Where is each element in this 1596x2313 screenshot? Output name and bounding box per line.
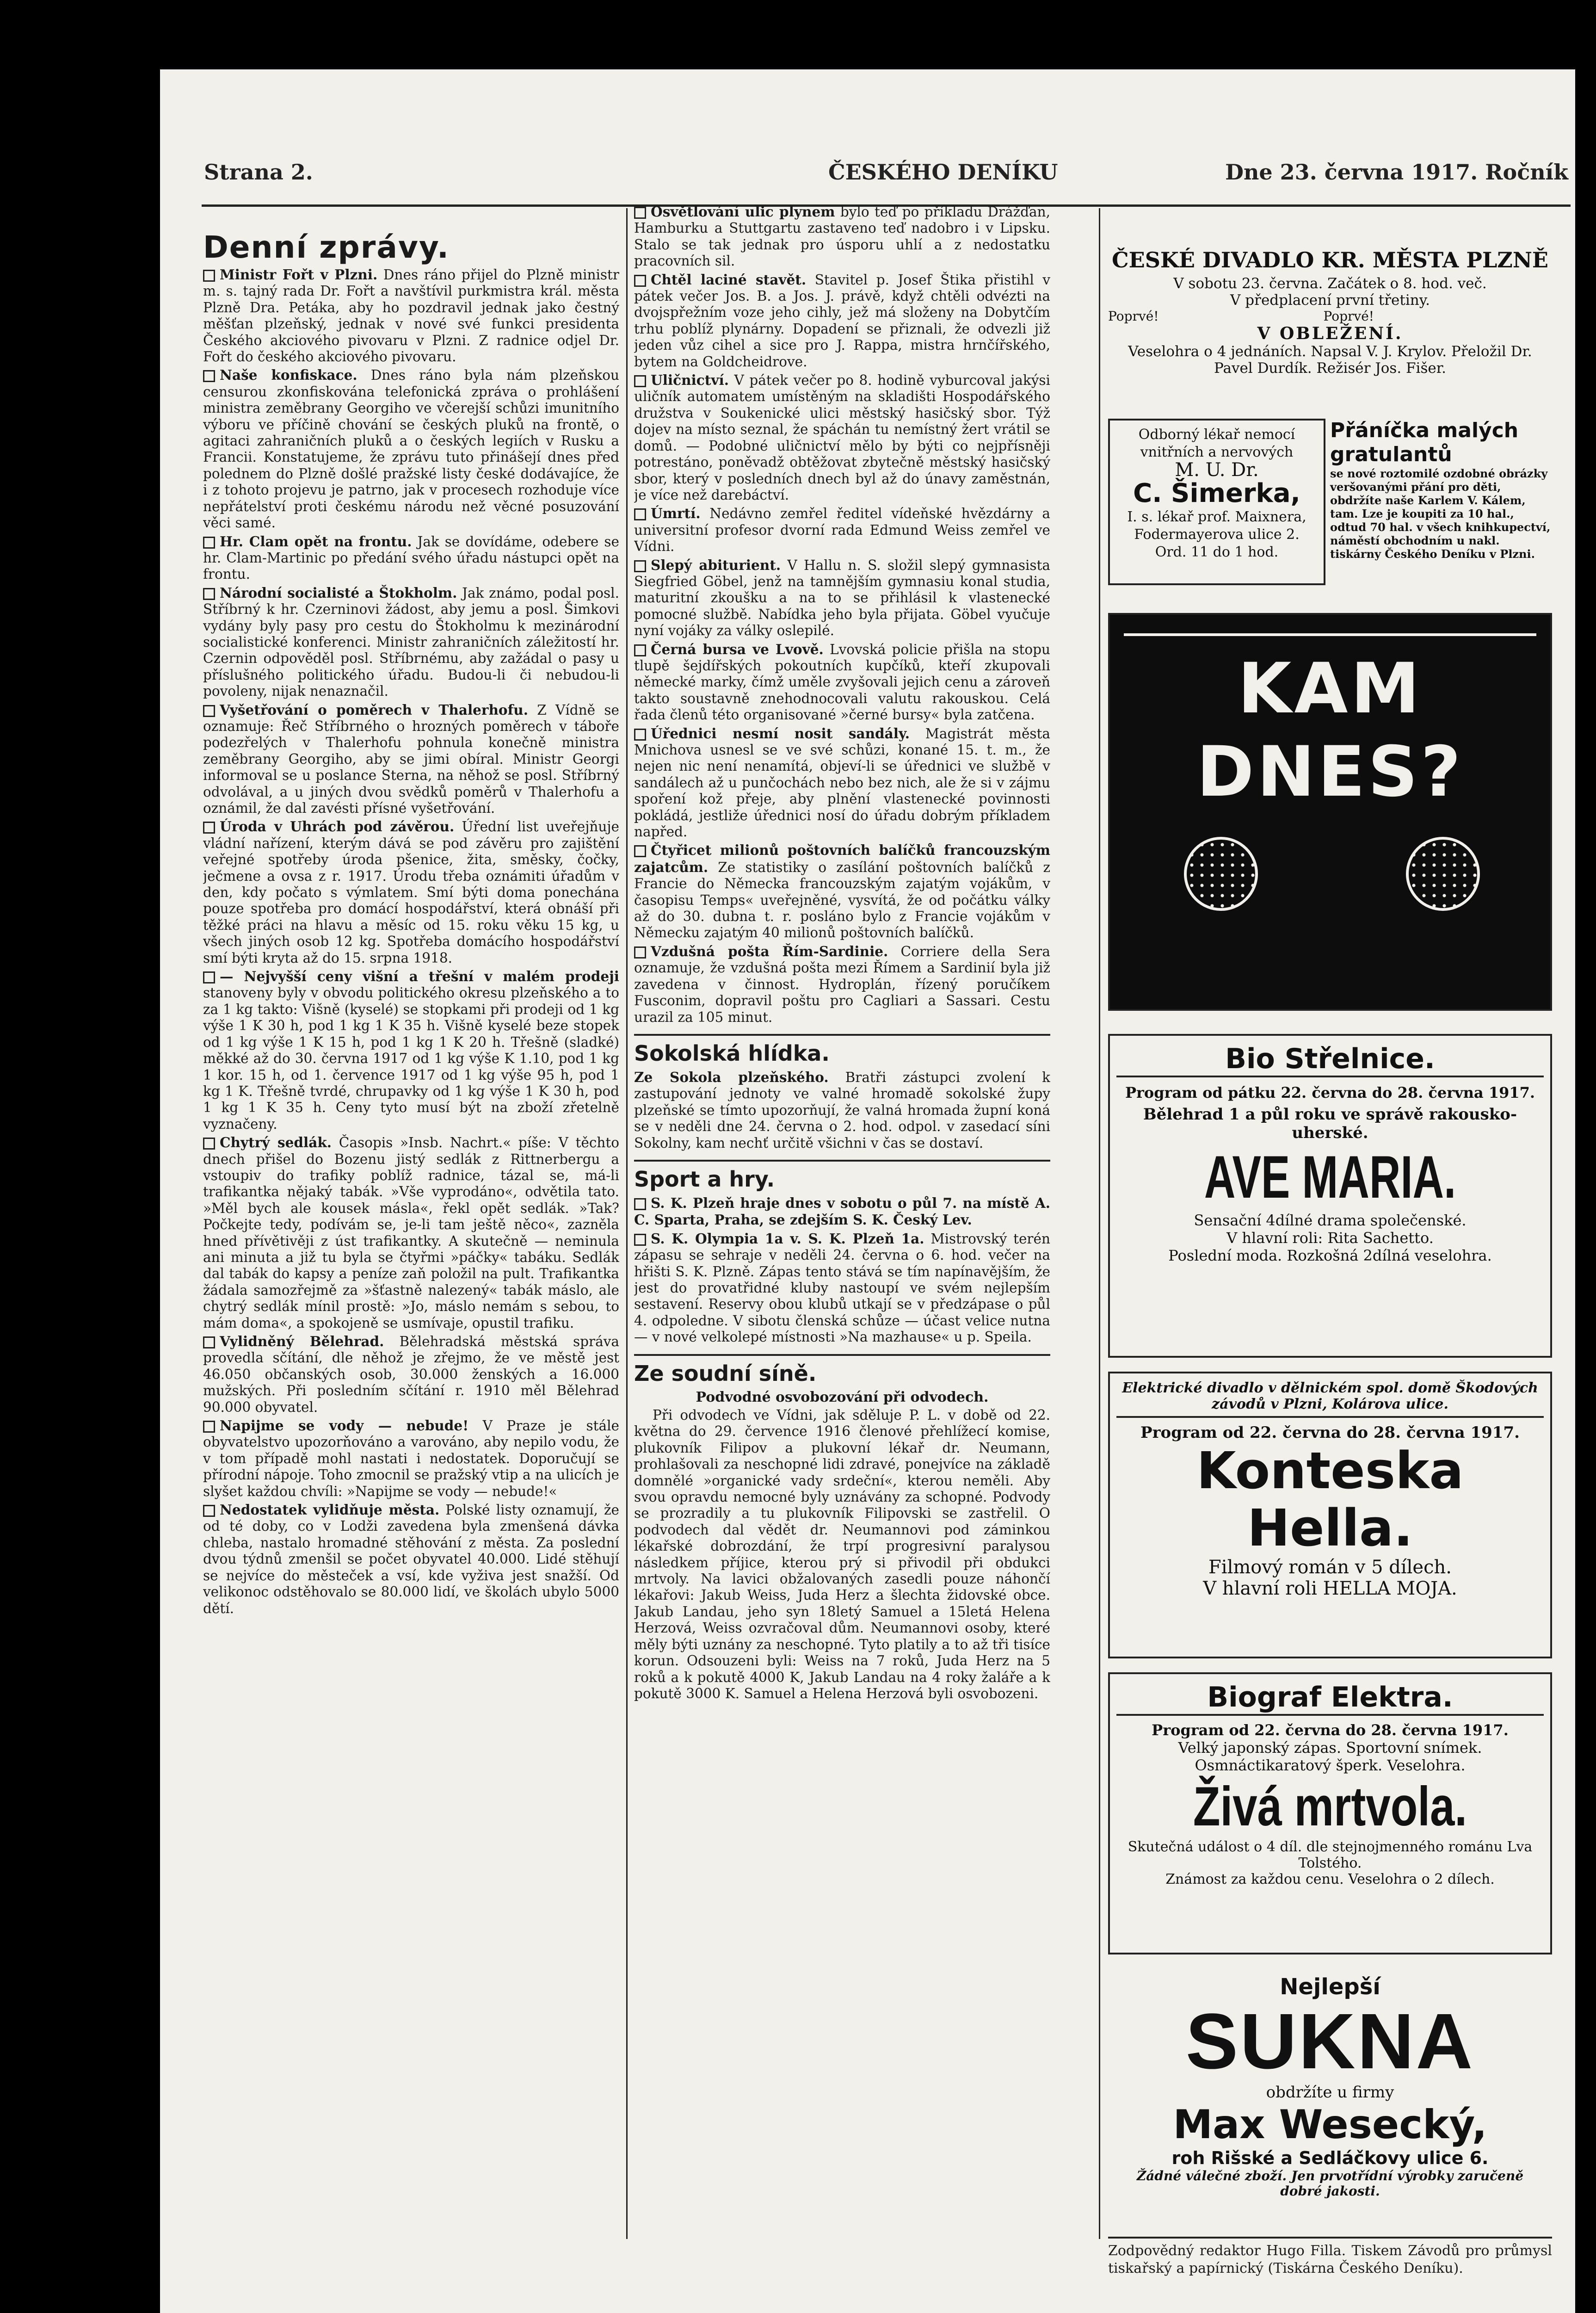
news-item bbox=[634, 943, 1050, 1026]
lantern-left-icon bbox=[1184, 837, 1258, 911]
biograf-line2: Osmnáctikaratový šperk. Veselohra. bbox=[1195, 1756, 1466, 1774]
sokol-item: Ze Sokola plzeňského. Bratři zástupci zvolení k zastupování jednoty ve valné hromadě sokolské župy plzeňské se tímto upozorňují, že valná hromada župní koná se v neděli dne 24. června o 2. hod. odpol. v zasedací síni Sokolny, kam nechť určitě všichni v čas se dostaví. bbox=[634, 1069, 1050, 1151]
theatre-play: V OBLEŽENÍ. bbox=[1257, 324, 1403, 343]
news-item-headline: Národní socialisté a Štokholm. bbox=[220, 584, 457, 601]
news-item-text: Jak se dovídáme, odebere se hr. Clam-Martinic po předání svého úřadu nástupci opět na frontu. bbox=[203, 533, 619, 582]
news-item-text: Lvovská policie přišla na stopu tlupě šejdířských pokoutních kupčíků, kteří zkupovali německé marky, čímž uměle zvyšovali jejich cenu a zároveň takto soustavně znehodnocovali valutu rakouskou. Celá řada členů této organisované »černé bursy« byla zatčena. bbox=[634, 641, 1050, 723]
news-item-text: V Hallu n. S. složil slepý gymnasista Siegfried Göbel, jenž na tamnějším gymnasiu konal studia, maturitní zkoušku a na to se přihlásil k vlastenecké pomocné službě. Nabídka jeho byla přijata. Göbel vyučuje nyní vojáky za války oslepilé. bbox=[634, 557, 1050, 639]
news-item bbox=[203, 367, 619, 531]
news-item bbox=[203, 1134, 619, 1331]
news-item bbox=[634, 204, 1050, 270]
ad-biograf-elektra bbox=[1108, 1672, 1552, 1954]
news-item bbox=[634, 641, 1050, 724]
news-item bbox=[203, 266, 619, 365]
news-item-text: Nedávno zemřel ředitel vídeňské hvězdárny a universitní profesor dvorní rada Edmund Weiss zemřel ve Vídni. bbox=[634, 506, 1050, 555]
ad-theatre bbox=[1108, 247, 1552, 409]
bullet-icon bbox=[634, 946, 646, 959]
news-item-headline: Osvětlování ulic plynem bbox=[651, 204, 835, 220]
bullet-icon bbox=[634, 560, 646, 572]
news-item-headline: Chytrý sedlák. bbox=[220, 1134, 332, 1151]
news-item-text: Mistrovský terén zápasu se sehraje v neděli 24. června o 6. hod. večer na hřišti S. K. Plzně. Zápas tento stává se tím napínavějším, že jest do provatřidné kluby nastoupí ve svém nejlepším sestavení. Reservy obou klubů utkají se v předzápase o půl 4. odpoledne. V sibotu členská schůze — účast velice nutna — v nové velkolepé místnosti »Na mazhause« u p. Speila. bbox=[634, 1231, 1050, 1345]
news-item-headline: Černá bursa ve Lvově. bbox=[651, 641, 824, 657]
ad-bio-strelnice bbox=[1108, 1034, 1552, 1358]
news-item bbox=[203, 1502, 619, 1617]
news-item-headline: S. K. Olympia 1a v. S. K. Plzeň 1a. bbox=[651, 1230, 924, 1247]
theatre-title: ČESKÉ DIVADLO KR. MĚSTA PLZNĚ bbox=[1112, 247, 1548, 272]
doctor-line4: I. s. lékař prof. Maixnera, Fodermayerova ulice 2. bbox=[1127, 509, 1306, 543]
bullet-icon bbox=[203, 588, 215, 600]
bio-line4: Poslední moda. Rozkošná 2dílná veselohra. bbox=[1168, 1247, 1492, 1264]
issue-date: Dne 23. června 1917. Ročník bbox=[1225, 160, 1568, 185]
theatre-line2: V předplacení první třetiny. bbox=[1230, 292, 1430, 309]
bullet-icon bbox=[634, 644, 646, 656]
news-item-headline: Naše konfiskace. bbox=[220, 367, 357, 383]
column-rule-2 bbox=[1099, 208, 1100, 2239]
bullet-icon bbox=[634, 1234, 646, 1246]
ad-kam-dnes bbox=[1108, 613, 1552, 1011]
news-item-headline: Úřednici nesmí nosit sandály. bbox=[651, 725, 910, 742]
bullet-icon bbox=[203, 822, 215, 834]
elektr-film2: Hella. bbox=[1247, 1498, 1413, 1558]
news-item-text: Jak známo, podal posl. Stříbrný k hr. Czerninovi žádost, aby jemu a posl. Šimkovi vydány byly pasy pro cestu do Štokholmu k mezinárodní socialistické konferenci. Ministr zahraničních záležitostí hr. Czernin odpověděl posl. Stříbrnému, aby zažádal o pasy u příslušného politického úřadu. Budou-li či nebudou-li povoleny, nijak nenaznačil. bbox=[203, 585, 619, 699]
elektr-line1: Filmový román v 5 dílech. bbox=[1208, 1557, 1452, 1578]
ad-elektricke-divadlo bbox=[1108, 1372, 1552, 1658]
news-item-headline: Chtěl laciné stavět. bbox=[651, 271, 807, 288]
sukna-big: SUKNA bbox=[1185, 1998, 1475, 2085]
court-text: Při odvodech ve Vídni, jak sděluje P. L. v době od 22. května do 29. července 1916 členové přehlížecí komise, plukovník Filipov a plukovní lékař dr. Neumann, prohlašovali za neschopné lidi zdravé, ponejvíce na základě domnělé »organické vady srdeční«, kterou neměli. Aby svou opravdu nemocné byly uznávány za schopné. Podvody se prozradily a tu plukovník Filipovski se zastřelil. O podvodech dal vědět dr. Neumannovi pod záminkou lékařské dobrozdání, že trpí progresivní paralysou následkem příjice, kterou prý si přivodil při obdukci mrtvoly. Na lavici obžalovaných zasedli pouze náhončí lékařovi: Jakub Weiss, Juda Herz a šlechta židovské obce. Jakub Landau, jeho syn 18letý Samuel a 15letá Helena Herzová, Weiss ozvračoval dům. Neumannovi osoby, které měly býti uznány za neschopné. Tyto platily a to až tři tisíce korun. Odsouzeni byli: Weiss na 7 roků, Juda Herz na 5 roků a k pokutě 4000 K, Jakub Landau na 4 roky žaláře a k pokutě 3000 K. Samuel a Helena Herzová byli osvobozeni. bbox=[634, 1407, 1050, 1701]
news-item-text: Časopis »Insb. Nachrt.« píše: V těchto dnech přišel do Bozenu jistý sedlák z Rittnerbergu a vstoupiv do trafiky poblíž radnice, tázal se, má-li trafikantka nějaký tabák. »Vše vyprodáno«, odvětila tato. »Měl bych ale kousek másla«, řekl opět sedlák. »Tak? Počkejte tedy, podívám se, je-li tam ještě něco«, zazněla hned přívětivěji z úst trafikantky. A skutečně — neminula ani minuta a již tu byla se čtyřmi »páčky« tabáku. Sedlák dal tabák do kapsy a peníze zaň položil na pult. Trafikantka žádala samozřejmě za »šťastně nalezený« tabák máslo, ale chytrý sedlák mínil prostě: »Jo, máslo nemám s sebou, to mám doma«, a spokojeně se usmívaje, opustil trafiku. bbox=[203, 1135, 619, 1331]
news-item-text: Dnes ráno byla nám plzeňskou censurou zkonfiskována telefonická zpráva o prohlášení ministra zeměbrany Georgiho ve včerejší schůzi imunitního výboru ve příčině chování se českých pluků na frontě, o agitaci zahraničních pluků a o českých legiích v Rusku a Francii. Konstatujeme, že zprávu tuto přinášejí dnes před polednem do Plzně došlé pražské listy české dodávajíce, že i z tohoto projevu je patrno, jak v procesech rozhoduje více nepřátelství proti českému národu než věcné posuzování věci samé. bbox=[203, 367, 619, 531]
news-item-headline: Uličnictví. bbox=[651, 372, 729, 389]
biograf-line4: Známost za každou cenu. Veselohra o 2 dílech. bbox=[1165, 1871, 1495, 1887]
bio-title: Bio Střelnice. bbox=[1116, 1042, 1544, 1077]
biograf-film: Živá mrtvola. bbox=[1193, 1775, 1467, 1837]
bullet-icon bbox=[203, 270, 215, 282]
court-subhead: Podvodné osvobozování při odvodech. bbox=[696, 1389, 989, 1405]
news-item bbox=[634, 372, 1050, 503]
news-item-text: V Praze je stále obyvatelstvo upozorňováno a varováno, aby nepilo vodu, že v tom případě mohl nastati i nedostatek. Doporučují se přírodní nápoje. Toho zmocnil se pražský vtip a na ulicích je slyšet každou chvíli: »Napijme se vody — nebude!« bbox=[203, 1418, 619, 1499]
news-item bbox=[203, 968, 619, 1132]
sukna-firm: Max Wesecký, bbox=[1173, 2102, 1487, 2148]
news-item bbox=[634, 1195, 1050, 1229]
biograf-program: Program od 22. června do 28. června 1917. bbox=[1152, 1721, 1509, 1739]
newspaper-page bbox=[160, 69, 1575, 2313]
bullet-icon bbox=[634, 508, 646, 520]
bullet-icon bbox=[203, 971, 215, 983]
biograf-title: Biograf Elektra. bbox=[1116, 1681, 1544, 1716]
column-right-ads bbox=[1108, 197, 1571, 2278]
ad-greeting-cards bbox=[1330, 419, 1552, 585]
news-item bbox=[203, 533, 619, 583]
news-item bbox=[203, 585, 619, 700]
news-item bbox=[203, 818, 619, 966]
doctor-line1: Odborný lékař nemocí vnitřních a nervových bbox=[1138, 427, 1295, 460]
news-item-headline: — Nejvyšší ceny višní a třešní v malém prodeji bbox=[220, 968, 619, 985]
bullet-icon bbox=[634, 375, 646, 387]
news-item-headline: Napijme se vody — nebude! bbox=[220, 1417, 469, 1434]
bullet-icon bbox=[203, 705, 215, 717]
bullet-icon bbox=[203, 370, 215, 382]
news-item-text: V pátek večer po 8. hodině vyburcoval jakýsi uličník automatem umístěným na skladišti Hospodářského družstva v Soukenické ulici městský hasičský sbor. Týž dojev na místo seznal, že spáchán tu nemístný žert vrátil se domů. — Podobné uličnictví mělo by býti co nejpřísněji potrestáno, poněvadž obtěžovat zbytečně městský hasičský sbor, který v posledních dnech byl až do únavy zaměstnán, je více než darebáctví. bbox=[634, 372, 1050, 503]
bullet-icon bbox=[203, 1138, 215, 1150]
bio-program: Program od pátku 22. června do 28. června 1917. bbox=[1125, 1084, 1535, 1101]
sukna-top: Nejlepší bbox=[1280, 1974, 1380, 2000]
bullet-icon bbox=[634, 845, 646, 857]
bullet-icon bbox=[203, 1336, 215, 1348]
paper-title: ČESKÉHO DENÍKU bbox=[828, 160, 1058, 185]
news-item bbox=[634, 725, 1050, 841]
news-item bbox=[203, 702, 619, 817]
news-item-text: Z Vídně se oznamuje: Řeč Stříbrného o hrozných poměrech v táboře podezřelých v Thalerhofu pohnula konečně ministra zeměbrany Georgiho, aby se jimi obíral. Ministr Georgi informoval se u poslance Sterna, na něhož se posl. Stříbrný odvolával, a u jiných dvou svědků poměrů v Thalerhofu a oznámil, že dal zavésti přísné vyšetřování. bbox=[203, 702, 619, 816]
news-item-headline: S. K. Plzeň hraje dnes v sobotu o půl 7. na místě A. C. Sparta, Praha, se zdejším S. K. Český Lev. bbox=[634, 1194, 1050, 1228]
news-items-2 bbox=[634, 204, 1050, 1026]
elektr-line2: V hlavní roli HELLA MOJA. bbox=[1203, 1578, 1457, 1599]
news-item-text: Ze statistiky o zasílání poštovních balíčků z Francie do Německa francouzským zajatým vojákům, v časopisu Temps« uveřejněné, vysvítá, že od počátku války až do 30. dubna t. r. posláno bylo z Francie vojákům v Německu zajatým 40 milionů poštovních balíčků. bbox=[634, 859, 1050, 941]
sukna-address: roh Rišské a Sedláčkovy ulice 6. bbox=[1171, 2148, 1489, 2168]
news-item-headline: Úmrtí. bbox=[651, 505, 701, 522]
column-rule-1 bbox=[626, 208, 628, 2239]
news-item-headline: Vyšetřování o poměrech v Thalerhofu. bbox=[220, 701, 528, 718]
kam-dnes-title: KAM DNES? bbox=[1196, 649, 1464, 812]
bullet-icon bbox=[634, 729, 646, 741]
theatre-desc: Veselohra o 4 jednáních. Napsal V. J. Krylov. Přeložil Dr. Pavel Durdík. Režisér Jos. Fišer. bbox=[1128, 343, 1532, 377]
imprint: Zodpovědný redaktor Hugo Filla. Tiskem Závodů pro průmysl tiskařský a papírnický (Tiskárna Českého Deníku). bbox=[1108, 2237, 1552, 2277]
news-item-text: Magistrát města Mnichova usnesl se ve své schůzi, konané 15. t. m., že nejen nic není nenamítá, objeví-li se úřednici ve službě v sandálech až u punčochách nebo bez nich, ale že si v zájmu spoření kož přeje, aby plnění vlastenecké povinnosti pokládá, jestliže úřednici nosí do úřadu dobrým příkladem napřed. bbox=[634, 725, 1050, 840]
bio-line2: Sensační 4dílné drama společenské. bbox=[1194, 1212, 1467, 1229]
news-item-text: Dnes ráno přijel do Plzně ministr m. s. tajný rada Dr. Fořt a navštívil purkmistra král. města Plzně Dra. Petáka, aby ho pozdravil jednak jako čestný měšťan plzeňský, jednak v nové své funkci presidenta Českého akciového pivovaru v Plzni. Z radnice odjel Dr. Fořt do českého akciového pivovaru. bbox=[203, 267, 619, 365]
elektr-title: Elektrické divadlo v dělnickém spol. domě Škodových závodů v Plzni, Kolárova ulice. bbox=[1116, 1380, 1544, 1418]
news-item-headline: Úroda v Uhrách pod závěrou. bbox=[220, 818, 455, 835]
news-item-headline: Ministr Fořt v Plzni. bbox=[220, 266, 378, 283]
news-item bbox=[634, 505, 1050, 555]
news-item bbox=[634, 272, 1050, 370]
sport-items bbox=[634, 1195, 1050, 1346]
elektr-program: Program od 22. června do 28. června 1917. bbox=[1140, 1423, 1520, 1442]
doctor-line2: M. U. Dr. bbox=[1175, 459, 1259, 481]
news-item bbox=[203, 1417, 619, 1500]
sukna-line1: obdržíte u firmy bbox=[1266, 2083, 1394, 2102]
news-item bbox=[203, 1333, 619, 1416]
news-item bbox=[634, 557, 1050, 639]
bullet-icon bbox=[203, 1505, 215, 1517]
sukna-line2: Žádné válečné zboží. Jen prvotřídní výrobky zaručeně dobré jakosti. bbox=[1136, 2168, 1524, 2199]
ornament-line bbox=[1124, 633, 1536, 636]
elektr-film1: Konteska bbox=[1196, 1441, 1464, 1500]
masthead bbox=[204, 160, 1568, 197]
news-item-headline: Vylidněný Bělehrad. bbox=[220, 1333, 384, 1349]
column-left bbox=[203, 231, 619, 2239]
theatre-line1: V sobotu 23. června. Začátek o 8. hod. več. bbox=[1173, 275, 1487, 292]
news-item-text: Corriere della Sera oznamuje, že vzdušná pošta mezi Římem a Sardinií byla již zavedena v činnost. Hydroplán, řízený poručíkem Fusconim, dopravil poštu pro Cagliari a Sassari. Cestu urazil za 105 minut. bbox=[634, 943, 1050, 1025]
section-title-sport: Sport a hry. bbox=[634, 1160, 1050, 1192]
doctor-hours: Ord. 11 do 1 hod. bbox=[1155, 544, 1279, 560]
page-number: Strana 2. bbox=[204, 160, 313, 185]
news-item-headline: Nedostatek vylidňuje města. bbox=[220, 1502, 440, 1518]
news-item-headline: Vzdušná pošta Řím-Sardinie. bbox=[651, 943, 888, 959]
section-title-sokol: Sokolská hlídka. bbox=[634, 1034, 1050, 1066]
bullet-icon bbox=[634, 275, 646, 287]
theatre-line3: Poprvé! Poprvé! bbox=[1108, 309, 1374, 324]
lantern-right-icon bbox=[1406, 837, 1480, 911]
bio-film: AVE MARIA. bbox=[1204, 1143, 1456, 1211]
news-item-text: stanoveny byly v obvodu politického okresu plzeňského a to za 1 kg takto: Višně (kyselé) se stopkami při prodeji od 1 kg výše 1 K 30 h, pod 1 kg 1 K 35 h. Višně kyselé beze stopek od 1 kg výše 1 K 15 h, pod 1 kg 1 K 20 h. Třešně (sladké) měkké až do 30. června 1917 od 1 kg výše K 1.10, pod 1 kg 1 kor. 15 h, od 1. července 1917 od 1 kg výše 95 h, pod 1 kg 1 K. Třešně tvrdé, chrupavky od 1 kg výše 1 K 30 h, pod 1 kg 1 K 35 h. Ceny tyto musí být na zboží zřetelně vyznačeny. bbox=[203, 985, 619, 1132]
news-item bbox=[634, 842, 1050, 941]
section-title-daily-news: Denní zprávy. bbox=[203, 231, 450, 265]
section-title-court: Ze soudní síně. bbox=[634, 1354, 1050, 1386]
news-item bbox=[634, 1231, 1050, 1346]
bio-line3: V hlavní roli: Rita Sachetto. bbox=[1226, 1229, 1434, 1247]
news-item-headline: Čtyřicet milionů poštovních balíčků francouzským zajatcům. bbox=[634, 842, 1050, 875]
news-item-text: Polské listy oznamují, že od té doby, co v Lodži zavedena byla zmenšená dávka chleba, nastalo hromadné stěhování z města. Za poslední dvou týdnů zmenšil se počet obyvatel 40.000. Lidé stěhují se nejvíce do městeček a vsí, kde vyživa jest snažší. Od velikonoc odstěhovalo se 80.000 lidí, ve školách ubylo 5000 dětí. bbox=[203, 1502, 619, 1616]
news-item-text: Stavitel p. Josef Štika přistihl v pátek večer Jos. B. a Jos. J. právě, když chtěli odvézti na dvojspřežním voze jeho cihly, jež má složeny na Dobytčím trhu poblíž plynárny. Dopadení se přiznali, že odvezli již jeden vůz cihel a sice pro J. Rappa, mistra hrnčířského, bytem na Goldcheidrove. bbox=[634, 272, 1050, 370]
news-item-headline: Hr. Clam opět na frontu. bbox=[220, 533, 412, 550]
news-items bbox=[203, 266, 619, 1617]
biograf-line3: Skutečná událost o 4 díl. dle stejnojmenného románu Lva Tolstého. bbox=[1128, 1839, 1533, 1871]
ad-doctor bbox=[1108, 419, 1325, 585]
doctor-name: C. Šimerka, bbox=[1133, 478, 1300, 508]
bullet-icon bbox=[634, 1198, 646, 1210]
news-item-headline: Slepý abiturient. bbox=[651, 557, 781, 573]
bullet-icon bbox=[203, 1421, 215, 1433]
news-item-text: Bělehradská městská správa provedla sčítání, dle něhož je zřejmo, že ve městě jest 46.050 občanských osob, 30.000 ženských a 16.000 mužských. Při posledním sčítání r. 1910 měl Bělehrad 90.000 obyvatel. bbox=[203, 1334, 619, 1415]
column-middle bbox=[634, 204, 1050, 2239]
bullet-icon bbox=[634, 207, 646, 219]
bio-line1: Bělehrad 1 a půl roku ve správě rakousko-uherské. bbox=[1143, 1105, 1517, 1142]
cards-text: se nové roztomilé ozdobné obrázky veršovanými přání pro děti, obdržíte naše Karlem V. Kálem, tam. Lze je koupiti za 10 hal., odtud 70 hal. v všech knihkupectví, náměstí obchodním u nakl. tiskárny Českého Deníku v Plzni. bbox=[1330, 467, 1551, 561]
ad-sukna bbox=[1108, 1968, 1552, 2227]
cards-head: Přáníčka malých gratulantů bbox=[1330, 419, 1519, 466]
news-item-text: Úřední list uveřejňuje vládní nařízení, kterým dává se pod závěru pro zajištění veřejné spotřeby úroda pšenice, žita, směsky, čočky, ječmene a ovsa z r. 1917. Úrodu třeba oznámiti úřadům v den, kdy počato s výmlatem. Smí býti doma ponechána pouze spotřeba pro domácí hospodářství, která obnáší při těžké práci na hlavu a měsíc od 15. roku věku 15 kg, u všech jiných osob 12 kg. Spotřeba domácího hospodářství smí býti kryta až do 15. srpna 1918. bbox=[203, 819, 619, 966]
biograf-line1: Velký japonský zápas. Sportovní snímek. bbox=[1178, 1739, 1482, 1756]
bullet-icon bbox=[203, 537, 215, 549]
news-item-text: bylo teď po příkladu Drážďan, Hamburku a Stuttgartu zastaveno teď nadobro i v Lipsku. Stalo se tak jednak pro úsporu uhlí a z nedostatku pracovních sil. bbox=[634, 204, 1050, 269]
